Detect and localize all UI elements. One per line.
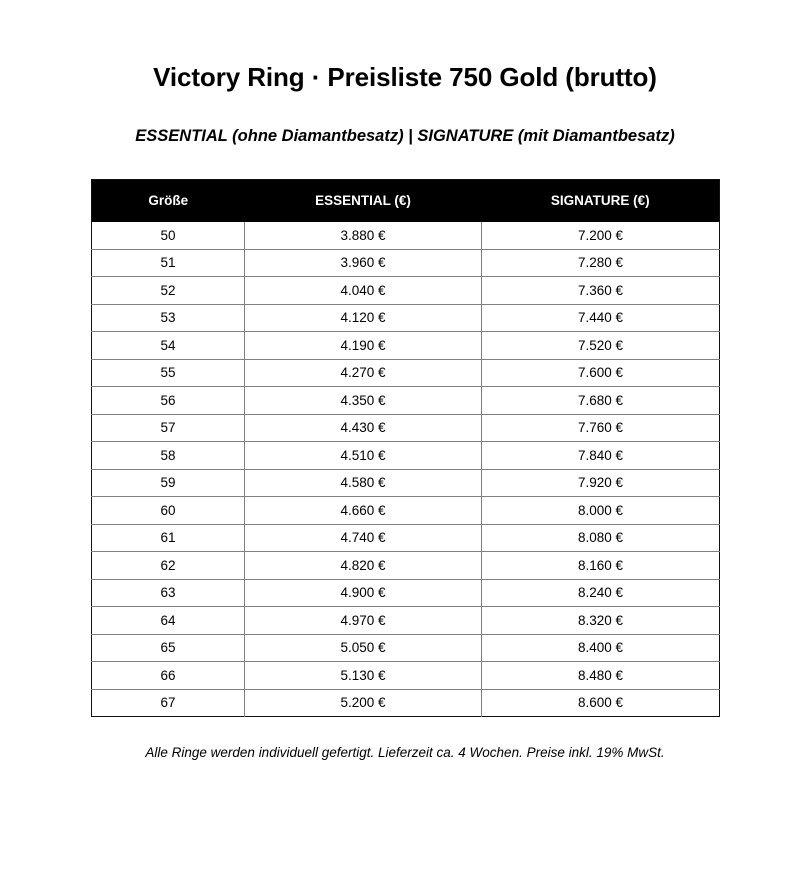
cell-size: 67 bbox=[92, 689, 245, 717]
cell-size: 53 bbox=[92, 304, 245, 332]
cell-signature: 7.920 € bbox=[482, 469, 720, 497]
table-row bbox=[92, 359, 720, 387]
cell-size: 59 bbox=[92, 469, 245, 497]
table-row bbox=[92, 332, 720, 360]
page-title: Victory Ring · Preisliste 750 Gold (brutto) bbox=[153, 62, 657, 92]
cell-size: 56 bbox=[92, 387, 245, 415]
cell-size: 54 bbox=[92, 332, 245, 360]
table-row bbox=[92, 689, 720, 717]
cell-size: 64 bbox=[92, 607, 245, 635]
cell-essential: 4.580 € bbox=[245, 469, 482, 497]
cell-essential: 4.740 € bbox=[245, 524, 482, 552]
price-table bbox=[91, 179, 720, 717]
table-row bbox=[92, 524, 720, 552]
table-row bbox=[92, 497, 720, 525]
table-row bbox=[92, 304, 720, 332]
cell-signature: 7.680 € bbox=[482, 387, 720, 415]
table-row bbox=[92, 634, 720, 662]
cell-signature: 7.280 € bbox=[482, 249, 720, 277]
cell-essential: 4.350 € bbox=[245, 387, 482, 415]
cell-essential: 3.960 € bbox=[245, 249, 482, 277]
cell-essential: 5.200 € bbox=[245, 689, 482, 717]
cell-signature: 8.600 € bbox=[482, 689, 720, 717]
table-row bbox=[92, 662, 720, 690]
table-row bbox=[92, 552, 720, 580]
cell-essential: 4.190 € bbox=[245, 332, 482, 360]
cell-size: 65 bbox=[92, 634, 245, 662]
cell-signature: 7.440 € bbox=[482, 304, 720, 332]
column-header-signature: SIGNATURE (€) bbox=[482, 180, 720, 222]
cell-essential: 5.050 € bbox=[245, 634, 482, 662]
cell-size: 60 bbox=[92, 497, 245, 525]
cell-size: 58 bbox=[92, 442, 245, 470]
table-body bbox=[92, 222, 720, 717]
page-subtitle: ESSENTIAL (ohne Diamantbesatz) | SIGNATURE (mit Diamantbesatz) bbox=[135, 127, 675, 145]
column-header-essential: ESSENTIAL (€) bbox=[245, 180, 482, 222]
cell-essential: 4.270 € bbox=[245, 359, 482, 387]
cell-size: 51 bbox=[92, 249, 245, 277]
table-row bbox=[92, 469, 720, 497]
cell-size: 66 bbox=[92, 662, 245, 690]
cell-size: 52 bbox=[92, 277, 245, 305]
cell-essential: 4.430 € bbox=[245, 414, 482, 442]
cell-essential: 4.900 € bbox=[245, 579, 482, 607]
cell-size: 62 bbox=[92, 552, 245, 580]
cell-essential: 4.660 € bbox=[245, 497, 482, 525]
cell-signature: 7.600 € bbox=[482, 359, 720, 387]
cell-signature: 7.360 € bbox=[482, 277, 720, 305]
cell-essential: 4.820 € bbox=[245, 552, 482, 580]
cell-signature: 7.520 € bbox=[482, 332, 720, 360]
cell-size: 57 bbox=[92, 414, 245, 442]
footnote: Alle Ringe werden individuell gefertigt. Lieferzeit ca. 4 Wochen. Preise inkl. 19% MwSt. bbox=[145, 745, 665, 760]
table-row bbox=[92, 442, 720, 470]
table-row bbox=[92, 277, 720, 305]
cell-signature: 8.400 € bbox=[482, 634, 720, 662]
cell-essential: 4.970 € bbox=[245, 607, 482, 635]
cell-essential: 4.040 € bbox=[245, 277, 482, 305]
cell-signature: 8.480 € bbox=[482, 662, 720, 690]
price-table-container bbox=[91, 146, 719, 717]
column-header-size: Größe bbox=[92, 180, 245, 222]
table-header-row bbox=[92, 180, 720, 222]
cell-signature: 8.160 € bbox=[482, 552, 720, 580]
cell-size: 63 bbox=[92, 579, 245, 607]
cell-signature: 7.200 € bbox=[482, 222, 720, 250]
table-row bbox=[92, 579, 720, 607]
cell-signature: 8.320 € bbox=[482, 607, 720, 635]
cell-signature: 7.760 € bbox=[482, 414, 720, 442]
cell-signature: 8.240 € bbox=[482, 579, 720, 607]
table-row bbox=[92, 414, 720, 442]
cell-essential: 4.510 € bbox=[245, 442, 482, 470]
table-header bbox=[92, 180, 720, 222]
cell-size: 50 bbox=[92, 222, 245, 250]
cell-size: 61 bbox=[92, 524, 245, 552]
table-row bbox=[92, 607, 720, 635]
cell-essential: 4.120 € bbox=[245, 304, 482, 332]
cell-size: 55 bbox=[92, 359, 245, 387]
cell-essential: 5.130 € bbox=[245, 662, 482, 690]
table-row bbox=[92, 387, 720, 415]
cell-signature: 7.840 € bbox=[482, 442, 720, 470]
cell-signature: 8.000 € bbox=[482, 497, 720, 525]
cell-signature: 8.080 € bbox=[482, 524, 720, 552]
table-row bbox=[92, 222, 720, 250]
cell-essential: 3.880 € bbox=[245, 222, 482, 250]
table-row bbox=[92, 249, 720, 277]
